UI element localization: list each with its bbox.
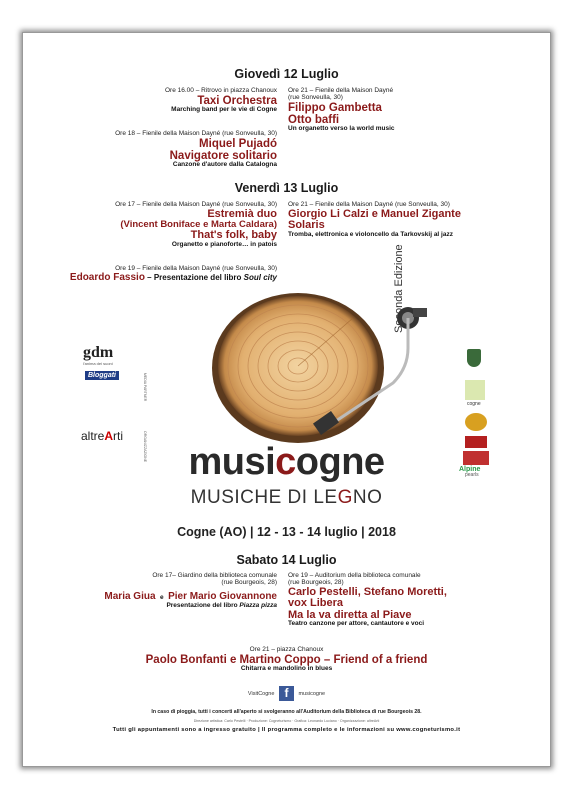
subtitle-part-1: MUSICHE DI LE (190, 487, 338, 508)
event-maria-giua (63, 573, 277, 610)
event-filippo-gambetta (288, 88, 518, 133)
edition-label: Seconda Edizione (393, 244, 405, 333)
event-book: Piazza pizza (239, 602, 277, 610)
cogne-logo-icon (465, 380, 485, 400)
event-place: Ore 21 – Fienile della Maison Dayné (288, 87, 394, 94)
event-desc: Organetto e pianoforte… in patois (171, 240, 277, 248)
logo-gdm (83, 345, 113, 366)
brand-part-3: ogne (295, 441, 385, 483)
event-desc: – Presentazione del libro (147, 272, 242, 282)
brand-part-2: c (275, 441, 296, 483)
event-performers: (Vincent Boniface e Marta Caldara) (120, 219, 277, 231)
rain-notice: In caso di pioggia, tutti i concerti all'aperto si svolgeranno all'Auditorium della Biblioteca di rue Bourgeois 28. (151, 709, 422, 715)
event-subtitle: Otto baffi (288, 113, 340, 126)
event-li-calzi-zigante (288, 202, 528, 239)
brand-subtitle (23, 488, 550, 507)
event-place: Ore 17 – Fienile della Maison Dayné (rue Sonveulla, 30) (115, 201, 277, 208)
event-taxi-orchestra (63, 88, 277, 114)
cogne-logo-text: cogne (467, 401, 481, 407)
event-title: Miquel Pujadó (199, 137, 277, 150)
event-place: Ore 16.00 – Ritrovo in piazza Chanoux (164, 87, 277, 94)
event-place: Ore 17– Giardino della biblioteca comunale (152, 572, 277, 579)
event-title: Carlo Pestelli, Stefano Moretti, (288, 585, 447, 598)
event-title: Giorgio Li Calzi e Manuel Zigante (288, 207, 461, 220)
event-title: Estremià duo (207, 207, 277, 220)
event-title: Taxi Orchestra (197, 94, 277, 107)
event-desc: Presentazione del libro (166, 602, 238, 610)
credits-line: Direzione artistica: Carlo Pestelli · Produzione: Cogneturismo · Grafica: Leonardo Luciano · Organizzazione: altreArti (193, 719, 380, 723)
gdm-sub: l'anima dei suoni (83, 361, 113, 366)
event-and: e (160, 593, 164, 601)
event-place: Ore 18 – Fienile della Maison Dayné (rue Sonveulla, 30) (115, 130, 277, 137)
social-bar (23, 686, 550, 701)
event-place: Ore 21 – Fienile della Maison Dayné (rue Sonveulla, 30) (288, 201, 450, 208)
brand-title (23, 443, 550, 481)
free-entry-line: Tutti gli appuntamenti sono a ingresso gratuito | Il programma completo e le informazioni su www.cogneturismo.it (112, 727, 461, 733)
event-title: Filippo Gambetta (288, 101, 382, 114)
event-desc: Marching band per le vie di Cogne (171, 105, 277, 113)
event-subtitle: Solaris (288, 219, 325, 232)
event-place: Ore 19 – Fienile della Maison Dayné (rue Sonveulla, 30) (115, 265, 277, 272)
social-left: VisitCogne (247, 690, 275, 697)
event-bonfanti-coppo (23, 647, 550, 673)
alpine-text: Alpine (459, 466, 481, 473)
facebook-icon[interactable]: f (279, 686, 294, 701)
event-place-address: (rue Sonveulla, 30) (288, 93, 343, 101)
event-miquel-pujado (63, 131, 277, 169)
altre-text: altre (81, 429, 105, 443)
event-title: Edoardo Fassio (69, 271, 145, 283)
event-place-address: (rue Bourgeois, 28) (288, 578, 344, 586)
sun-logo-icon (465, 413, 487, 431)
event-place: Ore 21 – piazza Chanoux (249, 646, 324, 653)
dates-line: Cogne (AO) | 12 - 13 - 14 luglio | 2018 (177, 525, 396, 539)
event-title-2: vox Libera (288, 597, 344, 610)
event-place-address: (rue Bourgeois, 28) (221, 578, 277, 586)
media-partner-label: MEDIA PARTNER (143, 373, 147, 402)
social-right: musicogne (298, 690, 326, 697)
event-carlo-pestelli (288, 573, 528, 628)
day-heading-saturday: Sabato 14 Luglio (236, 553, 337, 567)
day-heading-thursday: Giovedì 12 Luglio (234, 67, 339, 81)
logo-altrearti: altreArti (81, 429, 124, 443)
subtitle-part-3: NO (352, 487, 383, 508)
event-place: Ore 19 – Auditorium della biblioteca comunale (288, 572, 421, 579)
gdm-text: gdm (83, 344, 114, 361)
pearls-text: pearls (465, 472, 479, 478)
event-subtitle: That's folk, baby (190, 229, 277, 242)
logo-blog: Bloggati (85, 371, 119, 380)
event-title-3: Ma la va diretta al Piave (288, 608, 412, 621)
event-title-b: Pier Mario Giovannone (168, 590, 277, 602)
arti-text: rti (113, 429, 124, 443)
event-desc: Canzone d'autore dalla Catalogna (172, 160, 277, 168)
coat-of-arms-icon (467, 349, 481, 367)
event-desc: Teatro canzone per attore, cantautore e voci (288, 620, 425, 628)
event-desc: Chitarra e mandolino in blues (240, 664, 333, 672)
event-desc: Tromba, elettronica e violoncello da Tarkovskij al jazz (288, 230, 453, 238)
subtitle-part-2: G (337, 487, 353, 508)
day-heading-friday: Venerdì 13 Luglio (234, 181, 339, 195)
event-title: Paolo Bonfanti e Martino Coppo – Friend of a friend (145, 653, 428, 666)
event-subtitle: Navigatore solitario (169, 149, 277, 162)
organization-label: ORGANIZZAZIONE (143, 431, 147, 463)
event-book: Soul city (243, 272, 277, 282)
poster (22, 32, 551, 767)
brand-part-1: musi (188, 441, 276, 483)
event-title: Maria Giua (104, 590, 156, 602)
event-estremia-duo (63, 202, 277, 249)
event-desc: Un organetto verso la world music (288, 124, 395, 132)
